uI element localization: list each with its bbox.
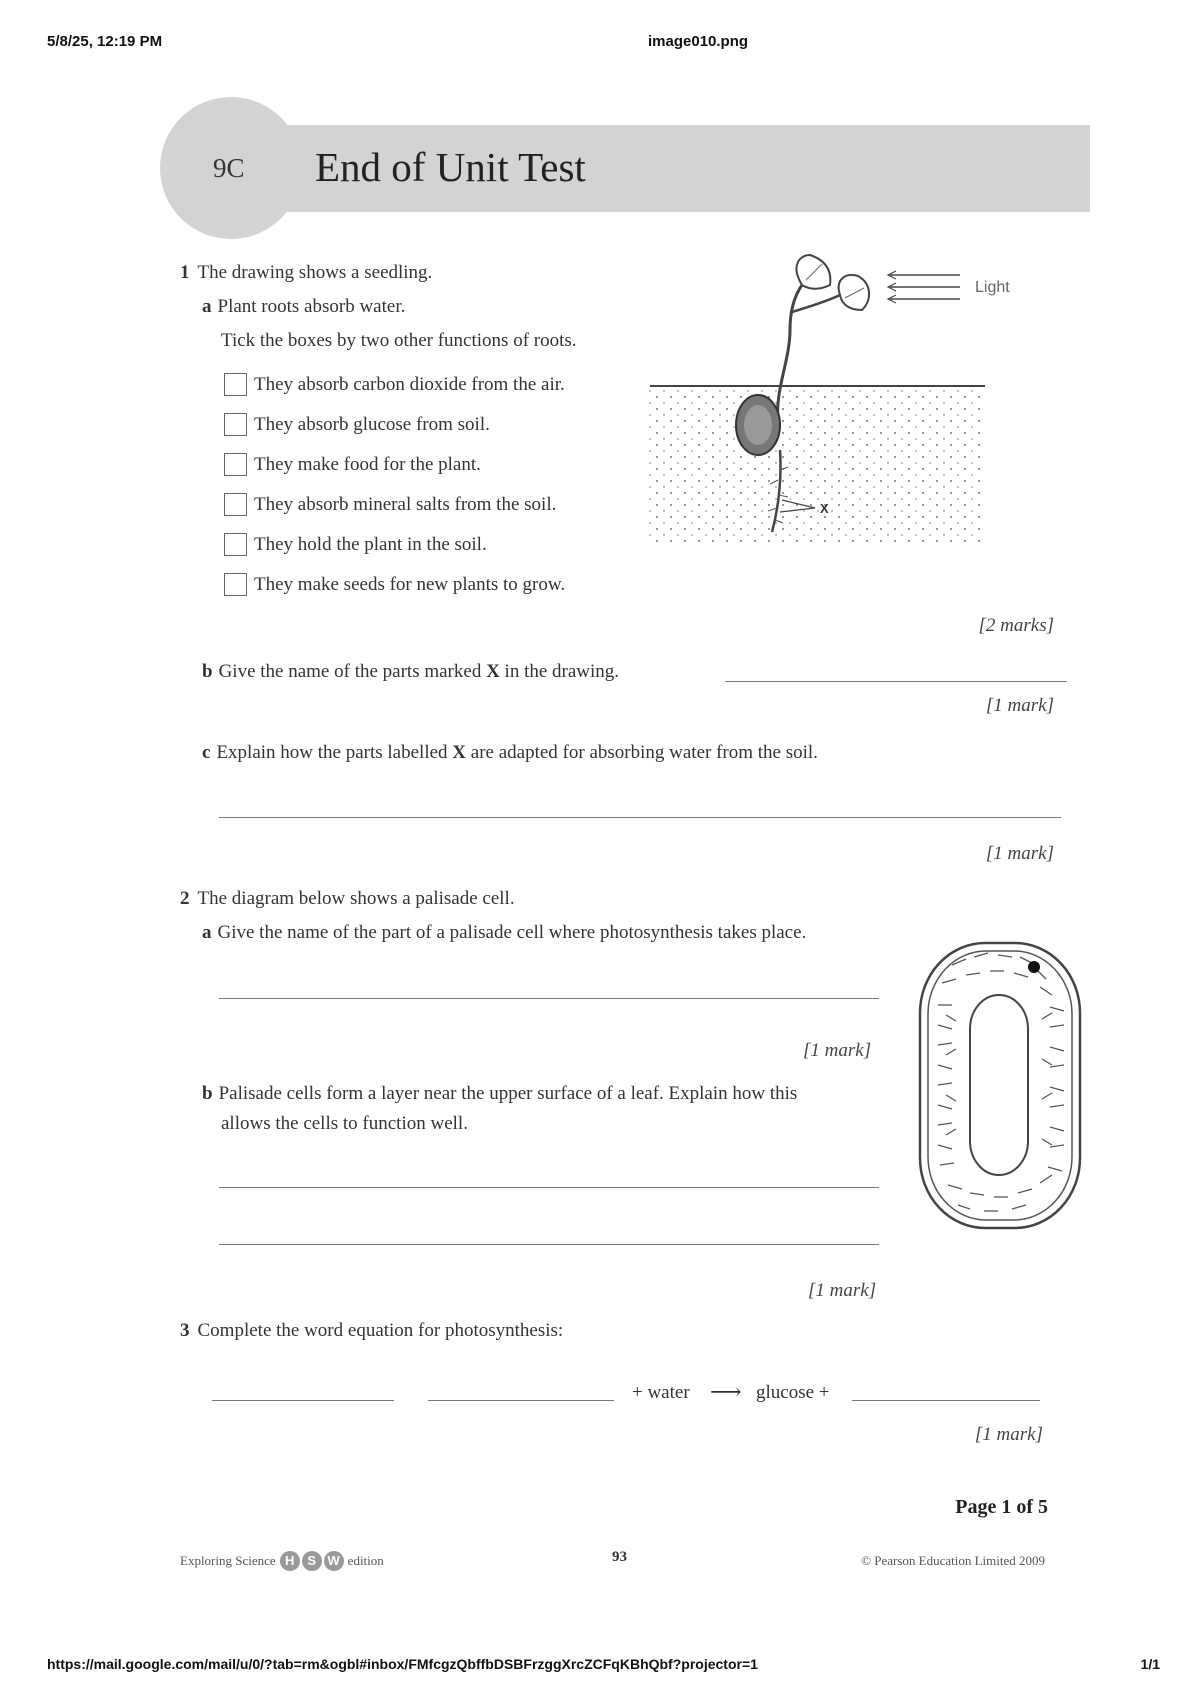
q2b-answer-line-2[interactable]: [219, 1244, 879, 1245]
q3-glucose: glucose +: [756, 1382, 830, 1403]
q1c-marks: [1 mark]: [985, 843, 1054, 864]
q1b-answer-line[interactable]: [725, 681, 1067, 682]
q3-stem: 3 Complete the word equation for photosynthesis:: [180, 1320, 564, 1341]
checkbox[interactable]: [224, 413, 247, 436]
book-page-number: 93: [612, 1549, 627, 1565]
q2b-text-1: b Palisade cells form a layer near the upper surface of a leaf. Explain how this: [202, 1083, 798, 1104]
q1a-option[interactable]: They absorb mineral salts from the soil.: [224, 493, 556, 516]
q3-blank-2[interactable]: [428, 1400, 614, 1401]
q1a-text: a Plant roots absorb water.: [202, 296, 406, 317]
q1a-option[interactable]: They absorb carbon dioxide from the air.: [224, 373, 565, 396]
print-url: https://mail.google.com/mail/u/0/?tab=rm&ogbl#inbox/FMfcgzQbffbDSBFrzggXrcZCFqKBhQbf?projector=1: [47, 1656, 758, 1672]
q3-blank-1[interactable]: [212, 1400, 394, 1401]
palisade-cell-diagram: [912, 935, 1087, 1235]
q2b-answer-line-1[interactable]: [219, 1187, 879, 1188]
q1a-option[interactable]: They absorb glucose from soil.: [224, 413, 490, 436]
q2a-text: a Give the name of the part of a palisade cell where photosynthesis takes place.: [202, 922, 807, 943]
q2b-marks: [1 mark]: [808, 1280, 877, 1301]
light-label: Light: [975, 279, 1010, 296]
q1a-option[interactable]: They make food for the plant.: [224, 453, 481, 476]
q2-stem: 2 The diagram below shows a palisade cell.: [180, 888, 515, 909]
print-datetime: 5/8/25, 12:19 PM: [47, 33, 163, 50]
hsw-logo: H S W: [280, 1551, 344, 1571]
q1-stem: 1 The drawing shows a seedling.: [180, 262, 433, 283]
checkbox[interactable]: [224, 533, 247, 556]
q1c-answer-line[interactable]: [219, 817, 1061, 818]
q3-water: + water: [632, 1382, 690, 1403]
q1b-marks: [1 mark]: [985, 695, 1054, 716]
q1a-option[interactable]: They make seeds for new plants to grow.: [224, 573, 565, 596]
q1a-option[interactable]: They hold the plant in the soil.: [224, 533, 487, 556]
publication-footer: [180, 1551, 384, 1571]
checkbox[interactable]: [224, 493, 247, 516]
copyright: © Pearson Education Limited 2009: [861, 1553, 1045, 1568]
q2b-text-2: allows the cells to function well.: [221, 1113, 468, 1134]
seedling-diagram: [640, 250, 1020, 580]
edition-label: edition: [347, 1553, 384, 1568]
q1b-text: b Give the name of the parts marked X in the drawing.: [202, 661, 620, 682]
q1c-text: c Explain how the parts labelled X are adapted for absorbing water from the soil.: [202, 742, 818, 763]
checkbox[interactable]: [224, 453, 247, 476]
page-label: Page 1 of 5: [955, 1496, 1048, 1518]
arrow-icon: ⟶: [710, 1379, 742, 1404]
page-title: End of Unit Test: [315, 144, 586, 190]
q2a-marks: [1 mark]: [803, 1040, 872, 1061]
print-page-count: 1/1: [1140, 1656, 1160, 1672]
q1a-instruction: Tick the boxes by two other functions of roots.: [221, 330, 577, 351]
checkbox[interactable]: [224, 373, 247, 396]
q2a-answer-line[interactable]: [219, 998, 879, 999]
q1a-marks: [2 marks]: [978, 615, 1054, 636]
q3-blank-3[interactable]: [852, 1400, 1040, 1401]
print-filename: image010.png: [648, 33, 749, 50]
q3-marks: [1 mark]: [974, 1424, 1043, 1445]
series-name: Exploring Science: [180, 1553, 276, 1568]
checkbox[interactable]: [224, 573, 247, 596]
unit-code: 9C: [213, 153, 245, 183]
x-label: X: [820, 501, 829, 516]
